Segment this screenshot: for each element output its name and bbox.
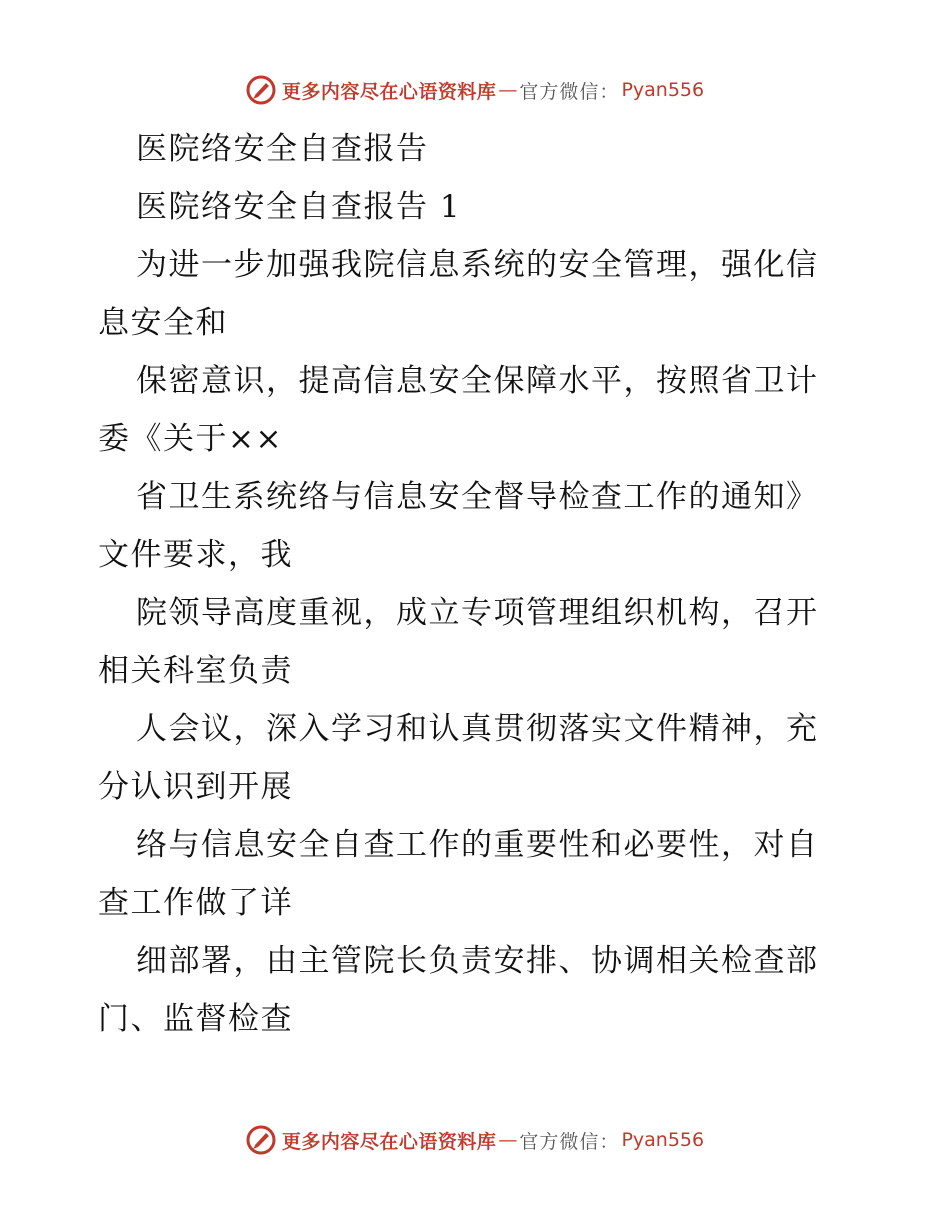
wechat-id: Pyan556 bbox=[621, 79, 705, 101]
paragraph-line: 门、监督检查 bbox=[98, 1001, 293, 1037]
brand-text: 更多内容尽在心语资料库 bbox=[281, 80, 497, 103]
banner-separator: — bbox=[498, 79, 518, 101]
paragraph-line: 文件要求，我 bbox=[98, 537, 293, 573]
paragraph-line: 院领导高度重视，成立专项管理组织机构，召开 bbox=[136, 595, 819, 631]
section-heading: 医院络安全自查报告 1 bbox=[136, 189, 462, 225]
banner-separator: — bbox=[498, 1129, 518, 1151]
paragraph-line: 络与信息安全自查工作的重要性和必要性，对自 bbox=[136, 827, 819, 863]
paragraph-line: 分认识到开展 bbox=[98, 769, 293, 805]
paragraph-line: 查工作做了详 bbox=[98, 885, 293, 921]
document-body bbox=[98, 120, 858, 1048]
wechat-label: 官方微信： bbox=[519, 80, 620, 103]
logo-icon bbox=[246, 75, 276, 105]
paragraph-line: 委《关于×× bbox=[98, 421, 283, 457]
paragraph-line: 省卫生系统络与信息安全督导检查工作的通知》 bbox=[136, 479, 819, 515]
paragraph-line: 为进一步加强我院信息系统的安全管理，强化信 bbox=[136, 247, 819, 283]
wechat-id: Pyan556 bbox=[621, 1129, 705, 1151]
footer-banner bbox=[0, 1120, 950, 1160]
paragraph-line: 人会议，深入学习和认真贯彻落实文件精神，充 bbox=[136, 711, 819, 747]
paragraph-line: 保密意识，提高信息安全保障水平，按照省卫计 bbox=[136, 363, 819, 399]
paragraph-line: 息安全和 bbox=[98, 305, 228, 341]
logo-icon bbox=[246, 1125, 276, 1155]
paragraph-line: 相关科室负责 bbox=[98, 653, 293, 689]
document-title: 医院络安全自查报告 bbox=[136, 131, 429, 167]
brand-text: 更多内容尽在心语资料库 bbox=[281, 1130, 497, 1153]
wechat-label: 官方微信： bbox=[519, 1130, 620, 1153]
paragraph-line: 细部署，由主管院长负责安排、协调相关检查部 bbox=[136, 943, 819, 979]
header-banner bbox=[0, 70, 950, 110]
